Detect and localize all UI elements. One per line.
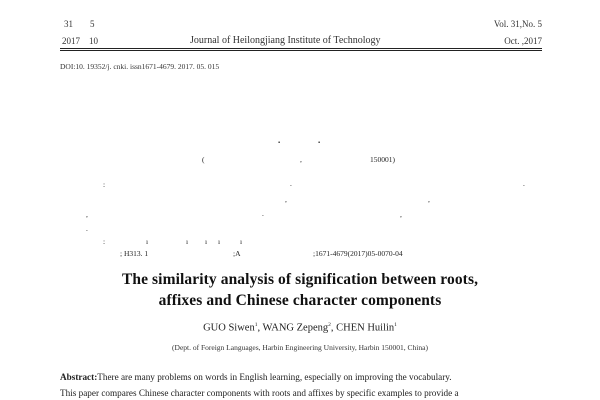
abstract-dot-1: .: [290, 179, 292, 188]
month-year: Oct. ,2017: [504, 36, 542, 46]
volume-number: 31: [64, 19, 73, 29]
abstract-line-1: [60, 372, 542, 382]
keyword-sep-3: ı: [205, 237, 208, 246]
author-chen-affil: 1: [394, 322, 397, 328]
affiliation: (Dept. of Foreign Languages, Harbin Engineering University, Harbin 150001, China): [172, 343, 428, 352]
keyword-sep-1: ı: [146, 237, 149, 246]
journal-name: Journal of Heilongjiang Institute of Technology: [190, 35, 381, 46]
doi-line: DOI:10. 19352/j. cnki. issn1671-4679. 2017. 05. 015: [60, 62, 220, 71]
author-list: GUO Siwen$^1$, WANG Zepeng$^2$, CHEN Huilin$^1$: [203, 322, 397, 334]
keyword-sep-5: ı: [240, 237, 243, 246]
line-b-comma: ,: [86, 210, 88, 219]
keywords-colon: :: [103, 237, 106, 246]
volume-issue: Vol. 31,No. 5: [493, 19, 542, 29]
article-title-line-1: The similarity analysis of signification between roots,: [121, 271, 479, 288]
affil-paren: (: [202, 155, 205, 164]
header-rule-bottom: [60, 50, 542, 51]
line-a-comma-2: ,: [428, 195, 430, 204]
abstract-text-1: There are many problems on words in English learning, especially on improving the vocabulary.: [97, 372, 452, 382]
author-chen: CHEN Huilin: [336, 322, 395, 334]
header-rule-top: [60, 48, 542, 49]
author-wang-affil: 2: [328, 322, 331, 328]
month-number: 10: [89, 36, 98, 46]
issue-number: 5: [90, 19, 95, 29]
abstract-dot-2: .: [523, 179, 525, 188]
title-dot-1: .: [278, 135, 281, 145]
author-guo: GUO Siwen: [203, 322, 255, 334]
document-code: ;A: [233, 249, 241, 258]
title-dot-2: .: [318, 135, 321, 145]
affil-comma: ,: [300, 155, 302, 164]
author-guo-affil: 1: [254, 322, 258, 328]
keyword-sep-2: ı: [186, 237, 189, 246]
abstract-line-2: This paper compares Chinese character components with roots and affixes by specific examples to provide a: [60, 388, 459, 398]
line-c-dot: .: [86, 224, 88, 233]
author-wang: WANG Zepeng: [262, 322, 329, 334]
publication-year: 2017: [62, 36, 80, 46]
line-b-dot: .: [262, 209, 264, 218]
line-a-comma-1: ,: [285, 195, 287, 204]
article-id: ;1671-4679(2017)05-0070-04: [313, 249, 403, 258]
keyword-sep-4: ı: [218, 237, 221, 246]
affil-postcode: 150001): [370, 155, 395, 164]
abstract-colon: :: [103, 180, 106, 189]
article-title-line-2: affixes and Chinese character components: [158, 292, 442, 309]
abstract-label: Abstract:: [60, 372, 98, 382]
classification-code: ; H313. 1: [120, 249, 149, 258]
line-b-comma-2: ,: [400, 210, 402, 219]
